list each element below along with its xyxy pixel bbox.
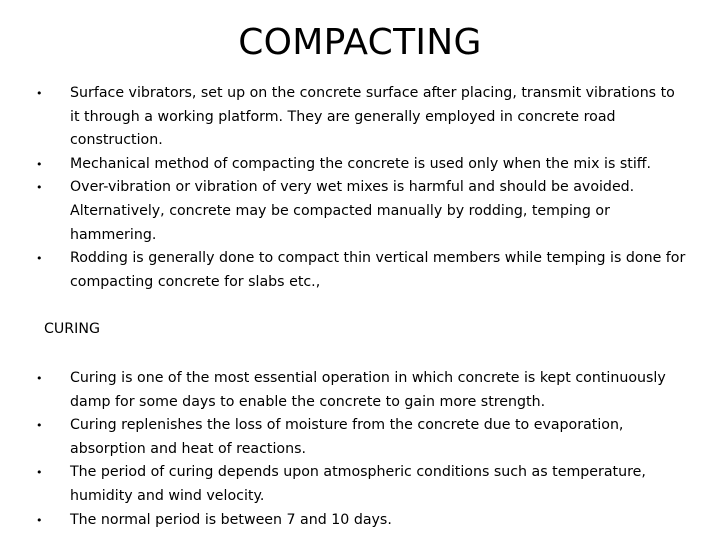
bullet-icon: • [36,157,43,171]
list-item-text: Mechanical method of compacting the concrete is used only when the mix is stiff. [70,155,652,172]
compacting-bullet-list [36,82,686,294]
list-item-text: Rodding is generally done to compact thin vertical members while temping is done for compacting concrete for slabs etc., [70,250,686,290]
list-item [36,367,686,414]
bullet-icon: • [36,513,43,527]
bullet-icon: • [36,181,43,195]
list-item-text: The period of curing depends upon atmospheric conditions such as temperature, humidity and wind velocity. [70,464,646,504]
list-item-text: Curing is one of the most essential operation in which concrete is kept continuously damp for some days to enable the concrete to gain more strength. [70,370,666,410]
list-item-text: Curing replenishes the loss of moisture from the concrete due to evaporation, absorption and heat of reactions. [70,417,624,457]
bullet-icon: • [36,419,43,433]
list-item [36,414,686,461]
bullet-icon: • [36,87,43,100]
curing-bullet-list [36,367,686,532]
slide-title: COMPACTING [238,22,482,63]
list-item-text: Over-vibration or vibration of very wet mixes is harmful and should be avoided. Alternatively, concrete may be compacted manually by rodding, temping or hammering. [70,179,635,243]
bullet-icon: • [36,252,43,266]
curing-heading: CURING [44,321,100,337]
list-item [36,509,686,533]
list-item [36,82,686,153]
list-item-text: Surface vibrators, set up on the concrete surface after placing, transmit vibrations to it through a working platform. They are generally employed in concrete road construction. [70,85,675,149]
list-item [36,461,686,508]
bullet-icon: • [36,466,43,480]
list-item [36,176,686,247]
list-item [36,153,686,177]
bullet-icon: • [36,372,43,385]
list-item [36,247,686,294]
list-item-text: The normal period is between 7 and 10 days. [70,511,392,528]
